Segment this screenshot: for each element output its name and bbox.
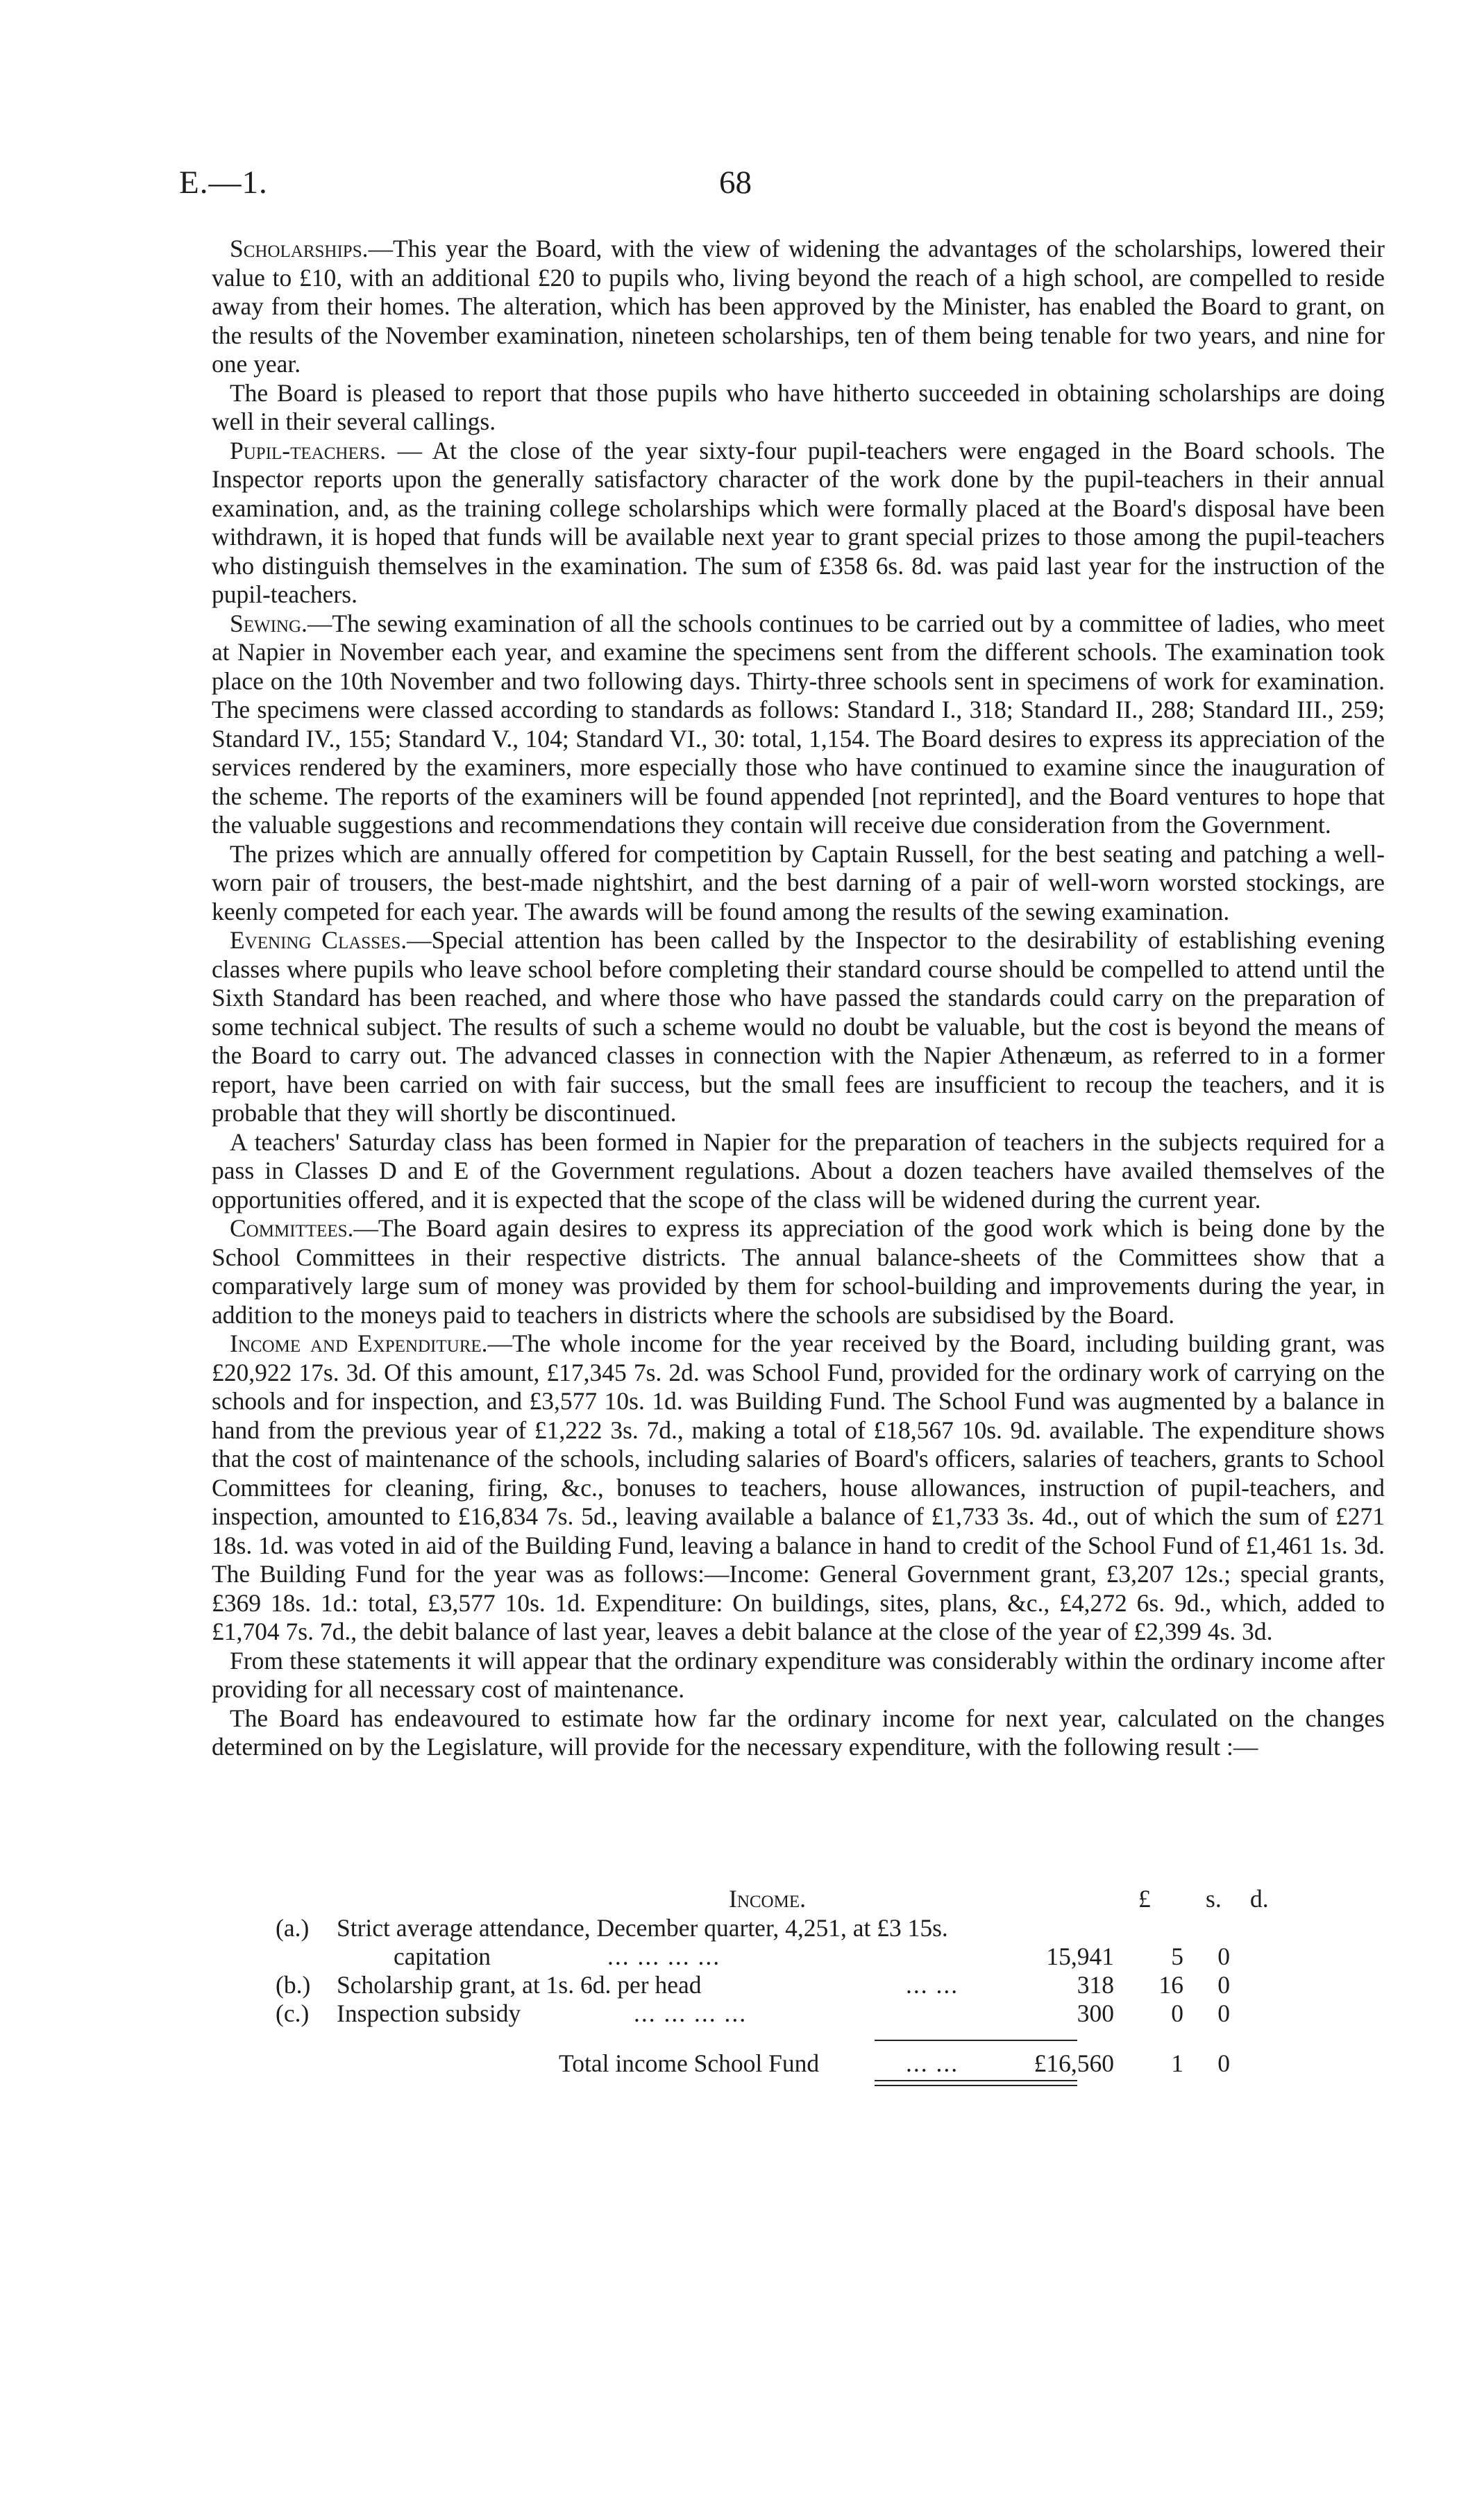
- income-table-header: [212, 1885, 1385, 1914]
- paragraph: [212, 1704, 1385, 1762]
- table-row: [212, 1942, 1385, 1972]
- paragraph-committees: [212, 1214, 1385, 1329]
- series-code: E.—1.: [179, 165, 268, 201]
- amount-pounds: 318: [1077, 1971, 1114, 1999]
- paragraph-text: From these statements it will appear that the ordinary expenditure was considerably within the ordinary income after providing for all necessary cost of maintenance.: [212, 1646, 1385, 1703]
- amount-shillings: 16: [1158, 1971, 1183, 1999]
- paragraph-evening-classes: [212, 926, 1385, 1128]
- section-heading: Committees.: [230, 1214, 354, 1242]
- table-row: [212, 1999, 1385, 2029]
- paragraph-scholarships: [212, 235, 1385, 379]
- paragraph-text: — At the close of the year sixty-four pupil-teachers were engaged in the Board schools. The Inspector reports upon the generally satisfactory character of the work done by the pupil-teachers in their annual examination, and, as the training college scholarships which were formally placed at the Board's disposal have been withdrawn, it is hoped that funds will be available next year to grant special prizes to those among the pupil-teachers who distinguish themselves in the examination. The sum of £358 6s. 8d. was paid last year for the instruction of the pupil-teachers.: [212, 436, 1385, 608]
- amount-shillings: 5: [1171, 1942, 1183, 1970]
- paragraph: [212, 840, 1385, 927]
- row-label: (a.): [276, 1914, 310, 1942]
- section-heading: Scholarships.: [230, 235, 369, 262]
- page-number: 68: [719, 165, 752, 201]
- paragraph-text: —The Board again desires to express its appreciation of the good work which is being done by the School Committees in their respective districts. The annual balance-sheets of the Committees show that a comparatively large sum of money was provided by them for school-building and improvements during the year, in addition to the moneys paid to teachers in districts where the schools are subsidised by the Board.: [212, 1214, 1385, 1329]
- paragraph-text: The Board has endeavoured to estimate how far the ordinary income for next year, calculated on the changes determined on by the Legislature, will provide for the necessary expenditure, with the following result :—: [212, 1704, 1385, 1761]
- table-row: [212, 1971, 1385, 2000]
- paragraph-text: The prizes which are annually offered for competition by Captain Russell, for the best seating and patching a well-worn pair of trousers, the best-made nightshirt, and the best darning of a pair of well-worn worsted stockings, are keenly competed for each year. The awards will be found among the results of the sewing examination.: [212, 839, 1385, 925]
- section-heading: Pupil-teachers.: [230, 436, 387, 464]
- total-row: [212, 2049, 1385, 2079]
- paragraph-text: —This year the Board, with the view of widening the advantages of the scholarships, lowered their value to £10, with an additional £20 to pupils who, living beyond the reach of a high school, are compelled to reside away from their homes. The alteration, which has been approved by the Minister, has enabled the Board to grant, on the results of the November examination, nineteen scholarships, ten of them being tenable for two years, and nine for one year.: [212, 235, 1385, 378]
- section-heading: Evening Classes.: [230, 926, 407, 954]
- amount-shillings: 0: [1171, 1999, 1183, 2027]
- amount-pence: 0: [1217, 1999, 1230, 2027]
- paragraph-pupil-teachers: [212, 437, 1385, 610]
- row-text: Strict average attendance, December quarter, 4,251, at £3 15s.: [337, 1914, 948, 1942]
- total-pounds: £16,560: [1034, 2049, 1114, 2077]
- table-row: [212, 1914, 1385, 1943]
- col-shillings-header: s.: [1206, 1885, 1222, 1913]
- col-pounds-header: £: [1138, 1885, 1151, 1913]
- leader-dots: ... ...: [906, 2049, 959, 2077]
- paragraph-text: —The whole income for the year received by the Board, including building grant, was £20,922 17s. 3d. Of this amount, £17,345 7s. 2d. was School Fund, provided for the ordinary work of carrying on the schools and for inspection, and £3,577 10s. 1d. was Building Fund. The School Fund was augmented by a balance in hand from the previous year of £1,222 3s. 7d., making a total of £18,567 10s. 9d. available. The expenditure shows that the cost of maintenance of the schools, including salaries of Board's officers, salaries of teachers, grants to School Committees for cleaning, firing, &c., bonuses to teachers, house allowances, instruction of pupil-teachers, and inspection, amounted to £16,834 7s. 5d., leaving available a balance of £1,733 3s. 4d., out of which the sum of £271 18s. 1d. was voted in aid of the Building Fund, leaving a balance in hand to credit of the School Fund of £1,461 1s. 3d. The Building Fund for the year was as follows:—Income: General Government grant, £3,207 12s.; special grants, £369 18s. 1d.: total, £3,577 10s. 1d. Expenditure: On buildings, sites, plans, &c., £4,272 6s. 9d., which, added to £1,704 7s. 7d., the debit balance of last year, leaves a debit balance at the close of the year of £2,399 4s. 3d.: [212, 1329, 1385, 1645]
- income-table-title: Income.: [729, 1885, 806, 1913]
- paragraph: [212, 1647, 1385, 1704]
- paragraph: [212, 1128, 1385, 1215]
- section-heading: Sewing.: [230, 609, 307, 637]
- amount-pence: 0: [1217, 1971, 1230, 1999]
- section-heading: Income and Expenditure.: [230, 1329, 488, 1357]
- report-body: [212, 235, 1385, 1762]
- col-pence-header: d.: [1250, 1885, 1269, 1913]
- total-shillings: 1: [1171, 2049, 1183, 2077]
- paragraph: [212, 379, 1385, 437]
- amount-pounds: 300: [1077, 1999, 1114, 2027]
- paragraph-text: —The sewing examination of all the schools continues to be carried out by a committee of ladies, who meet at Napier in November each year, and examine the specimens sent from the different schools. The examination took place on the 10th November and two following days. Thirty-three schools sent in specimens of work for examination. The specimens were classed according to standards as follows: Standard I., 318; Standard II., 288; Standard III., 259; Standard IV., 155; Standard V., 104; Standard VI., 30: total, 1,154. The Board desires to express its appreciation of the services rendered by the examiners, more especially those who have continued to examine since the inauguration of the scheme. The reports of the examiners will be found appended [not reprinted], and the Board ventures to hope that the valuable suggestions and recommendations they contain will receive due consideration from the Government.: [212, 609, 1385, 839]
- row-continuation: capitation: [394, 1942, 491, 1970]
- paragraph-sewing: [212, 610, 1385, 840]
- row-text: Inspection subsidy: [337, 1999, 521, 2027]
- leader-dots: ... ...: [906, 1971, 959, 1999]
- row-text: Scholarship grant, at 1s. 6d. per head: [337, 1971, 702, 1999]
- paragraph-text: A teachers' Saturday class has been formed in Napier for the preparation of teachers in the subjects required for a pass in Classes D and E of the Government regulations. About a dozen teachers have availed themselves of the opportunities offered, and it is expected that the scope of the class will be widened during the current year.: [212, 1127, 1385, 1214]
- row-label: (c.): [276, 1999, 310, 2027]
- subtotal-rule: [875, 2040, 1077, 2041]
- paragraph-income-expenditure: [212, 1329, 1385, 1647]
- row-label: (b.): [276, 1971, 311, 1999]
- leader-dots: ... ... ... ...: [607, 1942, 721, 1970]
- leader-dots: ... ... ... ...: [634, 1999, 748, 2027]
- amount-pence: 0: [1217, 1942, 1230, 1970]
- paragraph-text: The Board is pleased to report that those pupils who have hitherto succeeded in obtaining scholarships are doing well in their several callings.: [212, 378, 1385, 435]
- total-double-rule: [875, 2080, 1077, 2086]
- total-pence: 0: [1217, 2049, 1230, 2077]
- total-label: Total income School Fund: [559, 2049, 820, 2077]
- paragraph-text: —Special attention has been called by the Inspector to the desirability of establishing evening classes where pupils who leave school before completing their standard course should be compelled to attend until the Sixth Standard has been reached, and where those who have passed the standards could carry on the preparation of some technical subject. The results of such a scheme would no doubt be valuable, but the cost is beyond the means of the Board to carry out. The advanced classes in connection with the Napier Athenæum, as referred to in a former report, have been carried on with fair success, but the small fees are insufficient to recoup the teachers, and it is probable that they will shortly be discontinued.: [212, 926, 1385, 1127]
- amount-pounds: 15,941: [1046, 1942, 1114, 1970]
